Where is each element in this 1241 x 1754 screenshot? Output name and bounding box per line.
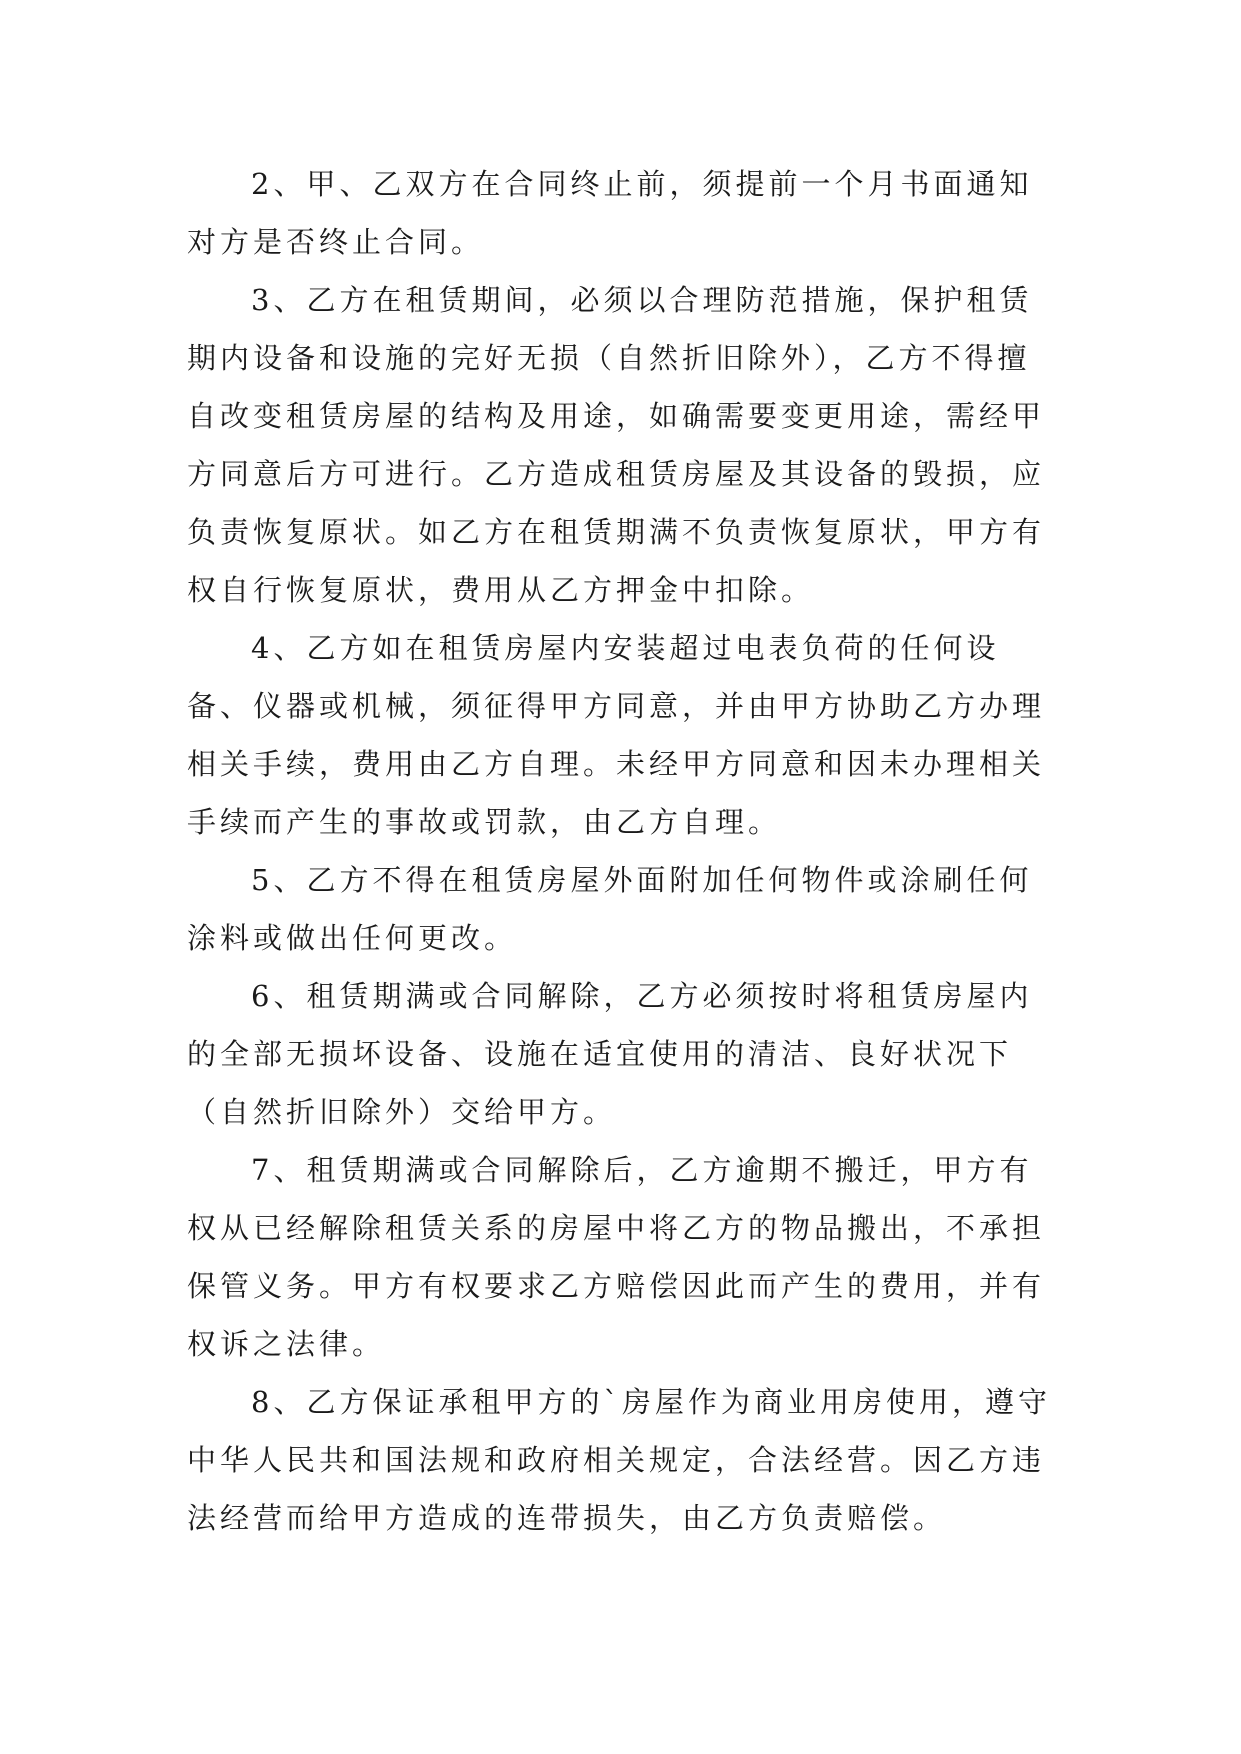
clause-4: 4、乙方如在租赁房屋内安装超过电表负荷的任何设备、仪器或机械，须征得甲方同意，并由甲方协助乙方办理相关手续，费用由乙方自理。未经甲方同意和因未办理相关手续而产生的事故或罚款，由乙方自理。 [187,631,1046,839]
clause-5: 5、乙方不得在租赁房屋外面附加任何物件或涂刷任何涂料或做出任何更改。 [187,863,1033,955]
document-body [187,155,1057,1547]
clause-2: 2、甲、乙双方在合同终止前，须提前一个月书面通知对方是否终止合同。 [187,167,1033,259]
clause-6: 6、租赁期满或合同解除，乙方必须按时将租赁房屋内的全部无损坏设备、设施在适宜使用的清洁、良好状况下（自然折旧除外）交给甲方。 [187,979,1033,1129]
clause-3: 3、乙方在租赁期间，必须以合理防范措施，保护租赁期内设备和设施的完好无损（自然折旧除外），乙方不得擅自改变租赁房屋的结构及用途，如确需要变更用途，需经甲方同意后方可进行。乙方造成租赁房屋及其设备的毁损，应负责恢复原状。如乙方在租赁期满不负责恢复原状，甲方有权自行恢复原状，费用从乙方押金中扣除。 [187,283,1046,607]
clause-7: 7、租赁期满或合同解除后，乙方逾期不搬迁，甲方有权从已经解除租赁关系的房屋中将乙方的物品搬出，不承担保管义务。甲方有权要求乙方赔偿因此而产生的费用，并有权诉之法律。 [187,1153,1046,1361]
clause-8: 8、乙方保证承租甲方的`房屋作为商业用房使用，遵守中华人民共和国法规和政府相关规定，合法经营。因乙方违法经营而给甲方造成的连带损失，由乙方负责赔偿。 [187,1385,1051,1535]
